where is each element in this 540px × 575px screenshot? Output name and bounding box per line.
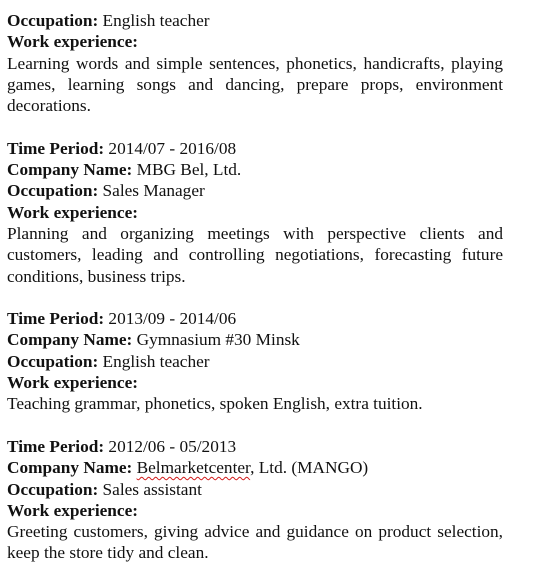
work-entry <box>7 10 503 116</box>
occupation-label: Occupation: <box>7 479 99 499</box>
company-name-line <box>7 329 503 350</box>
company-name-misspelled-word[interactable]: Belmarketcenter <box>136 458 251 478</box>
occupation-label: Occupation: <box>7 181 99 201</box>
work-experience-text: Greeting customers, giving advice and guidance on product selection, keep the store tidy and clean. <box>7 522 503 563</box>
work-experience-label: Work experience: <box>7 500 139 520</box>
time-period-line <box>7 308 503 329</box>
work-experience-text: Learning words and simple sentences, phonetics, handicrafts, playing games, learning songs and dancing, prepare props, environment decorations. <box>7 53 503 116</box>
company-name-value-rest: , Ltd. (MANGO) <box>250 458 369 478</box>
resume-work-history <box>7 10 503 564</box>
time-period-label: Time Period: <box>7 309 105 329</box>
company-name-label: Company Name: <box>7 458 133 478</box>
occupation-line <box>7 180 503 201</box>
work-experience-label: Work experience: <box>7 373 139 393</box>
company-name-label: Company Name: <box>7 330 133 350</box>
occupation-value: English teacher <box>98 11 210 30</box>
work-entry <box>7 308 503 414</box>
time-period-value: 2012/06 - 05/2013 <box>104 436 237 456</box>
blank-line <box>7 415 503 436</box>
occupation-line <box>7 10 503 31</box>
occupation-value: Sales Manager <box>98 181 205 201</box>
company-name-line <box>7 159 503 180</box>
occupation-label: Occupation: <box>7 351 99 371</box>
time-period-label: Time Period: <box>7 138 105 158</box>
occupation-value: Sales assistant <box>98 479 202 499</box>
occupation-value: English teacher <box>98 351 210 371</box>
work-experience-label: Work experience: <box>7 202 139 222</box>
time-period-label: Time Period: <box>7 436 105 456</box>
work-experience-heading <box>7 500 503 521</box>
work-entry <box>7 138 503 287</box>
company-name-value: MBG Bel, Ltd. <box>132 160 242 180</box>
occupation-line <box>7 351 503 372</box>
blank-line <box>7 287 503 308</box>
time-period-value: 2013/09 - 2014/06 <box>104 309 237 329</box>
work-experience-heading <box>7 202 503 223</box>
work-experience-heading <box>7 372 503 393</box>
occupation-label: Occupation: <box>7 11 99 30</box>
blank-line <box>7 116 503 137</box>
time-period-line <box>7 138 503 159</box>
company-name-line <box>7 457 503 478</box>
company-name-label: Company Name: <box>7 160 133 180</box>
company-name-value: Gymnasium #30 Minsk <box>132 330 300 350</box>
work-experience-label: Work experience: <box>7 32 139 52</box>
work-entry <box>7 436 503 564</box>
work-experience-text: Planning and organizing meetings with perspective clients and customers, leading and controlling negotiations, forecasting future conditions, business trips. <box>7 223 503 286</box>
time-period-line <box>7 436 503 457</box>
time-period-value: 2014/07 - 2016/08 <box>104 138 237 158</box>
work-experience-text: Teaching grammar, phonetics, spoken English, extra tuition. <box>7 394 423 414</box>
work-experience-heading <box>7 31 503 52</box>
occupation-line <box>7 479 503 500</box>
